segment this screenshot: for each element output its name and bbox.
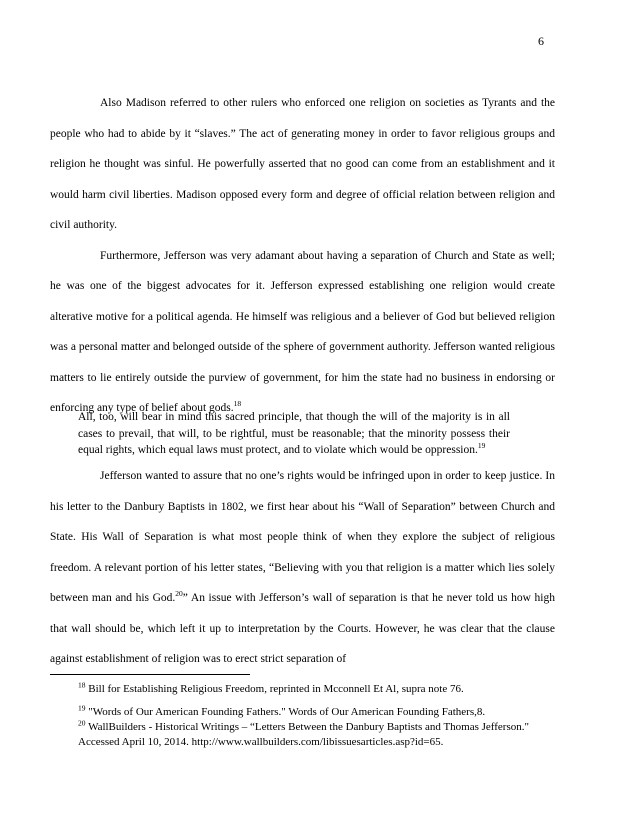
body-text-section-1	[50, 88, 555, 424]
paragraph-madison: Also Madison referred to other rulers who enforced one religion on societies as Tyrants and the people who had to abide by it “slaves.” The act of generating money in order to favor religious groups and religion he thought was sinful. He powerfully asserted that no good can come from an establishment and it would harm civil liberties. Madison opposed every form and degree of official relation between religion and civil authority.	[50, 97, 555, 231]
footnote-ref-18: 18	[233, 399, 242, 409]
body-text-section-2	[50, 461, 555, 675]
footnote-19	[78, 705, 556, 720]
paragraph-wall-text-a: Jefferson wanted to assure that no one’s rights would be infringed upon in order to keep justice. In his letter to the Danbury Baptists in 1802, we first hear about his “Wall of Separation” between Church and State. His Wall of Separation is what most people think of when they explore the subject of religious freedom. A relevant portion of his letter states, “Believing with you that religion is a matter which lies solely between man and his God.	[50, 470, 555, 604]
paragraph-jefferson	[50, 241, 555, 424]
paragraph-jefferson-text: Furthermore, Jefferson was very adamant about having a separation of Church and State as well; he was one of the biggest advocates for it. Jefferson expressed establishing one religion would create alterative motive for a political agenda. He himself was religious and a believer of God but believed religion was a personal matter and belonged outside of the sphere of government authority. Jefferson wanted religious matters to lie entirely outside the purview of government, for him the state had no business in endorsing or enforcing any type of belief about gods.	[50, 249, 555, 414]
footnote-18	[78, 682, 556, 697]
paragraph-wall-text-b: ” An issue with Jefferson’s wall of separation is that he never told us how high that wall should be, which left it up to interpretation by the Courts. However, he was clear that the clause against establishment of religion was to erect strict separation of	[50, 592, 555, 665]
footnote-divider	[50, 674, 250, 675]
footnote-text: "Words of Our American Founding Fathers." Words of Our American Founding Fathers,8.	[88, 706, 486, 718]
footnote-20	[78, 720, 556, 750]
block-quote-text: All, too, will bear in mind this sacred principle, that though the will of the majority is in all cases to prevail, that will, to be rightful, must be reasonable; that the minority possess their equal rights, which equal laws must protect, and to violate which would be oppression.	[78, 411, 510, 456]
footnote-number: 20	[78, 718, 86, 728]
footnote-number: 19	[78, 703, 86, 713]
block-quote	[78, 409, 510, 459]
footnotes	[78, 682, 556, 750]
footnote-ref-20: 20	[175, 589, 183, 599]
footnote-number: 18	[78, 680, 86, 690]
paragraph-wall-of-separation	[50, 461, 555, 675]
footnote-text: Bill for Establishing Religious Freedom, reprinted in Mcconnell Et Al, supra note 76.	[88, 683, 464, 695]
page-number: 6	[538, 34, 544, 48]
footnote-text: WallBuilders - Historical Writings – “Letters Between the Danbury Baptists and Thomas Jefferson." Accessed April 10, 2014. http://www.wallbuilders.com/libissuesarticles.asp?id=65.	[78, 721, 529, 748]
footnote-ref-19: 19	[477, 441, 486, 451]
